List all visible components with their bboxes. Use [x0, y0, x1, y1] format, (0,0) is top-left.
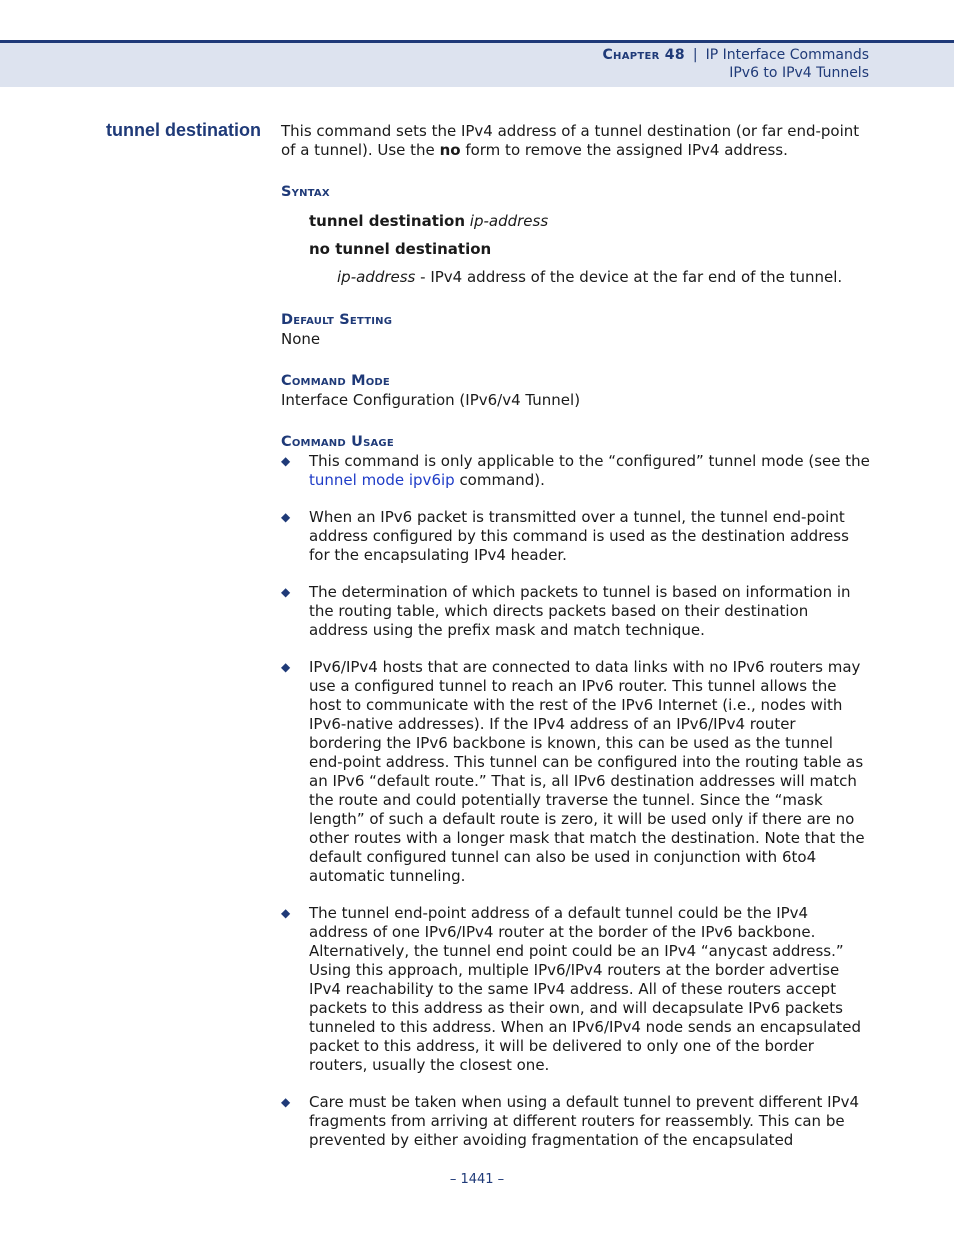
- diamond-bullet-icon: ◆: [281, 660, 291, 674]
- usage-item-text: The determination of which packets to tunnel is based on information in the routing table, which directs packets based on their destination address using the prefix mask and match technique.: [309, 583, 851, 639]
- header-section: IP Interface Commands: [705, 47, 869, 63]
- command-body: [281, 122, 871, 1150]
- usage-item-text: The tunnel end-point address of a default tunnel could be the IPv4 address of one IPv6/IPv4 router at the border of the IPv6 backbone. Alternatively, the tunnel end point could be an IPv4 “anycast address.” Using this approach, multiple IPv6/IPv4 routers at the border advertise IPv4 reachability to the same IPv4 address. All of these routers accept packets to this address as their own, and will decapsulate IPv6 packets tunneled to this address. When an IPv6/IPv4 node sends an encapsulated packet to this address, it will be delivered to only one of the border routers, usually the closest one.: [309, 904, 861, 1074]
- diamond-bullet-icon: ◆: [281, 1095, 291, 1109]
- diamond-bullet-icon: ◆: [281, 906, 291, 920]
- usage-item-text-end: command).: [454, 471, 545, 489]
- header-separator: |: [692, 47, 698, 63]
- param-name: ip-address: [337, 268, 416, 286]
- header-chapter-line: [602, 47, 869, 63]
- usage-item-2: [281, 508, 871, 565]
- default-setting-heading: Default Setting: [281, 312, 393, 328]
- tunnel-mode-ipv6ip-link[interactable]: tunnel mode ipv6ip: [309, 471, 455, 489]
- command-mode-value: Interface Configuration (IPv6/v4 Tunnel): [281, 391, 581, 409]
- default-setting-value: None: [281, 330, 321, 348]
- syntax-param: ip-address: [469, 212, 549, 230]
- syntax-line-2: [281, 240, 871, 259]
- usage-item-6: [281, 1093, 871, 1150]
- syntax-param-desc: [281, 268, 871, 287]
- command-title: tunnel destination: [106, 120, 261, 140]
- syntax-heading: Syntax: [281, 184, 330, 200]
- header-subsection: IPv6 to IPv4 Tunnels: [729, 65, 869, 81]
- chapter-label: Chapter 48: [602, 47, 685, 63]
- usage-item-text: This command is only applicable to the “configured” tunnel mode (see the: [309, 452, 870, 470]
- syntax-no-command: no tunnel destination: [309, 240, 492, 258]
- syntax-command: tunnel destination: [309, 212, 465, 230]
- diamond-bullet-icon: ◆: [281, 585, 291, 599]
- usage-item-text: When an IPv6 packet is transmitted over a tunnel, the tunnel end-point address configured by this command is used as the destination address for the encapsulating IPv4 header.: [309, 508, 849, 564]
- diamond-bullet-icon: ◆: [281, 510, 291, 524]
- description-text-end: form to remove the assigned IPv4 address.: [460, 141, 788, 159]
- diamond-bullet-icon: ◆: [281, 454, 291, 468]
- usage-item-4: [281, 658, 871, 886]
- command-usage-heading: Command Usage: [281, 434, 394, 450]
- command-mode-heading: Command Mode: [281, 373, 390, 389]
- param-description: - IPv4 address of the device at the far end of the tunnel.: [415, 268, 843, 286]
- usage-item-3: [281, 583, 871, 640]
- page-header: [0, 40, 954, 87]
- syntax-line-1: [281, 212, 871, 231]
- command-description: [281, 122, 871, 160]
- usage-item-1: [281, 452, 871, 490]
- usage-item-text: Care must be taken when using a default tunnel to prevent different IPv4 fragments from arriving at different routers for reassembly. This can be prevented by either avoiding fragmentation of the encapsulated: [309, 1093, 860, 1149]
- page-number: – 1441 –: [449, 1172, 505, 1187]
- description-text: This command sets the IPv4 address of a tunnel destination (or far end-point of a tunnel). Use the: [281, 122, 860, 159]
- usage-item-text: IPv6/IPv4 hosts that are connected to data links with no IPv6 routers may use a configured tunnel to reach an IPv6 router. This tunnel allows the host to communicate with the rest of the IPv6 Internet (i.e., nodes with IPv6-native addresses). If the IPv4 address of an IPv6/IPv4 router bordering the IPv6 backbone is known, this can be used as the tunnel end-point address. This tunnel can be configured into the routing table as an IPv6 “default route.” That is, all IPv6 destination addresses will match the route and could potentially traverse the tunnel. Since the “mask length” of such a default route is zero, it will be used only if there are no other routes with a longer mask that match the destination. Note that the default configured tunnel can also be used in conjunction with 6to4 automatic tunneling.: [309, 658, 865, 885]
- description-keyword: no: [439, 141, 461, 159]
- usage-item-5: [281, 904, 871, 1075]
